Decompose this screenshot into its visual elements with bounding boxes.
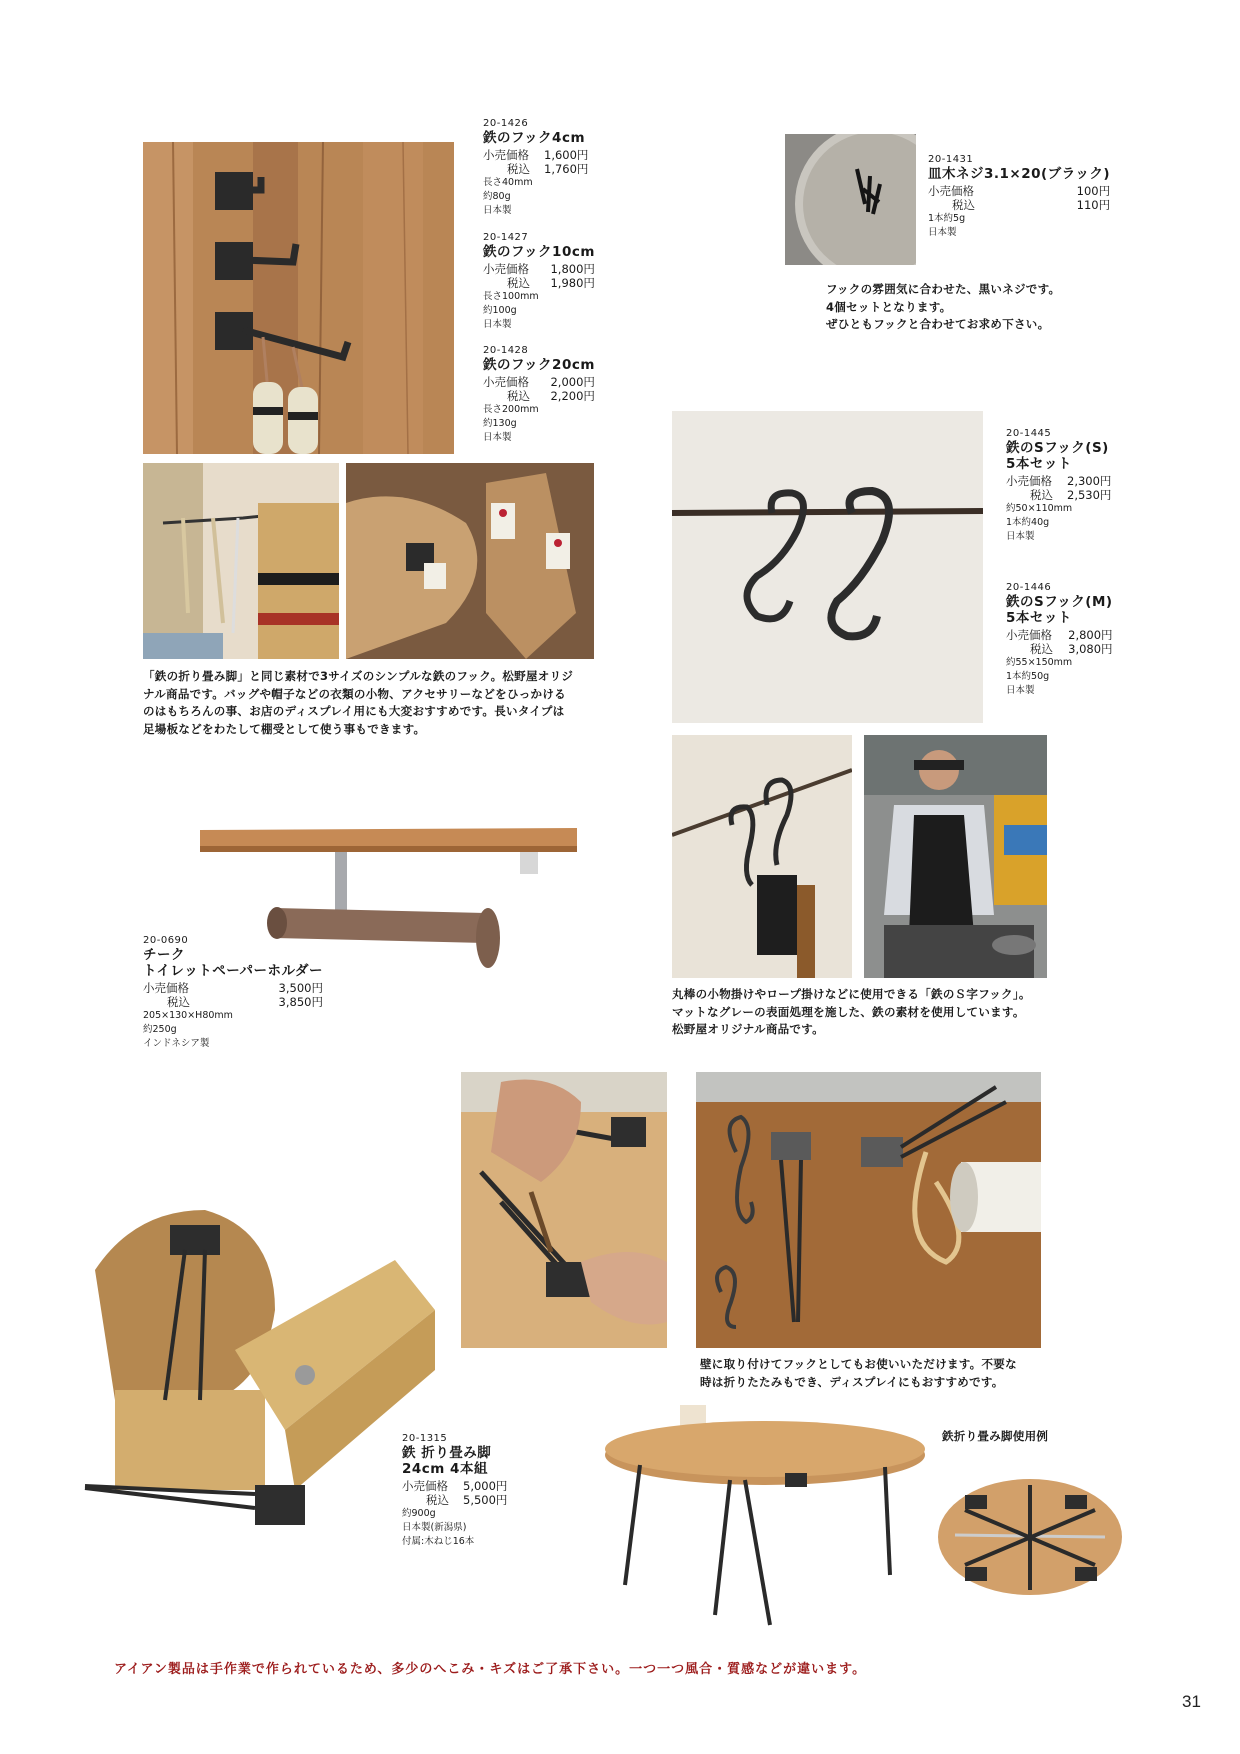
description-line: 足場板などをわたして棚受として使う事もできます。 bbox=[143, 721, 426, 736]
s-hooks-on-rod-photo bbox=[672, 411, 983, 723]
product-code: 20-1445 bbox=[1006, 428, 1052, 439]
tax-price: 5,500円 bbox=[463, 1493, 508, 1507]
table-underside-photo bbox=[935, 1475, 1125, 1600]
retail-price: 2,800円 bbox=[1068, 628, 1113, 642]
spec-weight: 1本約40g bbox=[1006, 517, 1050, 528]
price-table bbox=[928, 184, 1110, 212]
retail-label: 小売価格 bbox=[483, 262, 529, 276]
product-s-hook-small bbox=[1006, 427, 1111, 544]
spec-accessories: 付属:木ねじ16本 bbox=[402, 1536, 475, 1547]
hooks-with-brooms-photo bbox=[143, 463, 339, 659]
retail-label: 小売価格 bbox=[402, 1479, 448, 1493]
price-table bbox=[402, 1479, 507, 1507]
product-toilet-paper-holder bbox=[143, 934, 323, 1051]
spec-weight: 1本約5g bbox=[928, 213, 966, 224]
description-line: ぜひともフックと合わせてお求め下さい。 bbox=[826, 317, 1050, 331]
tax-label: 税込 bbox=[426, 1493, 449, 1507]
spec-size: 205×130×H80mm bbox=[143, 1010, 233, 1021]
spec-length: 長さ40mm bbox=[483, 177, 533, 188]
product-hook-10cm bbox=[483, 231, 595, 332]
spec-weight: 約900g bbox=[402, 1508, 436, 1519]
folding-legs-box-photo bbox=[75, 1170, 435, 1540]
description-line: 松野屋オリジナル商品です。 bbox=[672, 1022, 824, 1036]
product-name: トイレットペーパーホルダー bbox=[143, 963, 323, 979]
tax-label: 税込 bbox=[507, 389, 530, 403]
spec-weight: 約130g bbox=[483, 418, 517, 429]
description-line: 丸棒の小物掛けやロープ掛けなどに使用できる「鉄のＳ字フック」。 bbox=[672, 987, 1031, 1001]
retail-price: 3,500円 bbox=[278, 981, 323, 995]
product-hook-4cm bbox=[483, 117, 588, 218]
tax-price: 2,530円 bbox=[1067, 488, 1112, 502]
tax-price: 2,200円 bbox=[550, 389, 595, 403]
spec-weight: 約80g bbox=[483, 191, 511, 202]
spec-origin: 日本製 bbox=[1006, 685, 1035, 696]
retail-price: 2,300円 bbox=[1067, 474, 1112, 488]
attaching-legs-photo bbox=[461, 1072, 667, 1348]
handmade-notice: アイアン製品は手作業で作られているため、多少のへこみ・キズはご了承下さい。一つ一つ風合・質感などが違います。 bbox=[114, 1662, 867, 1677]
retail-label: 小売価格 bbox=[1006, 474, 1052, 488]
product-set-size: 24cm 4本組 bbox=[402, 1461, 488, 1477]
wall-mounted-legs-photo bbox=[696, 1072, 1041, 1348]
tax-label: 税込 bbox=[1030, 642, 1053, 656]
product-code: 20-1426 bbox=[483, 118, 529, 129]
tax-price: 110円 bbox=[1076, 198, 1111, 212]
spec-size: 約55×150mm bbox=[1006, 657, 1073, 668]
retail-label: 小売価格 bbox=[483, 375, 529, 389]
black-screws-photo bbox=[785, 134, 916, 265]
description-line: 壁に取り付けてフックとしてもお使いいただけます。不要な bbox=[700, 1357, 1017, 1371]
description-line: ナル商品です。バッグや帽子などの衣類の小物、アクセサリーなどをひっかける bbox=[143, 686, 566, 701]
spec-origin: 日本製 bbox=[483, 432, 512, 443]
price-table bbox=[483, 148, 588, 176]
retail-price: 2,000円 bbox=[550, 375, 595, 389]
spec-origin: 日本製 bbox=[1006, 531, 1035, 542]
tax-label: 税込 bbox=[507, 162, 530, 176]
s-hook-description bbox=[672, 986, 1031, 1039]
page-number: 31 bbox=[1182, 1692, 1201, 1711]
retail-price: 1,600円 bbox=[544, 148, 589, 162]
product-code: 20-1446 bbox=[1006, 582, 1052, 593]
tax-label: 税込 bbox=[952, 198, 975, 212]
spec-origin: 日本製 bbox=[483, 205, 512, 216]
price-table bbox=[483, 262, 595, 290]
product-code: 20-1315 bbox=[402, 1433, 448, 1444]
hooks-description bbox=[143, 668, 573, 738]
tax-label: 税込 bbox=[167, 995, 190, 1009]
product-name: 鉄のSフック(S) bbox=[1006, 440, 1109, 456]
product-name: 鉄 折り畳み脚 bbox=[402, 1445, 492, 1461]
spec-weight: 1本約50g bbox=[1006, 671, 1050, 682]
spec-weight: 約100g bbox=[483, 305, 517, 316]
retail-price: 100円 bbox=[1076, 184, 1111, 198]
spec-size: 約50×110mm bbox=[1006, 503, 1073, 514]
spec-origin: 日本製 bbox=[928, 227, 957, 238]
spec-origin: 日本製 bbox=[483, 319, 512, 330]
retail-label: 小売価格 bbox=[143, 981, 189, 995]
description-line: マットなグレーの表面処理を施した、鉄の素材を使用しています。 bbox=[672, 1004, 1025, 1019]
spec-origin: 日本製(新潟県) bbox=[402, 1522, 467, 1533]
retail-label: 小売価格 bbox=[483, 148, 529, 162]
price-table bbox=[483, 375, 595, 403]
product-name: 鉄のフック4cm bbox=[483, 130, 586, 146]
description-line: のはもちろんの事、お店のディスプレイ用にも大変おすすめです。長いタイプは bbox=[143, 704, 565, 718]
product-code: 20-1427 bbox=[483, 232, 529, 243]
product-folding-legs bbox=[402, 1432, 507, 1549]
product-name: 皿木ネジ3.1×20(ブラック) bbox=[928, 166, 1111, 182]
product-name: 鉄のフック10cm bbox=[483, 244, 595, 260]
retail-price: 5,000円 bbox=[463, 1479, 508, 1493]
price-table bbox=[143, 981, 323, 1009]
tax-price: 3,080円 bbox=[1068, 642, 1113, 656]
product-set-size: 5本セット bbox=[1006, 456, 1072, 472]
description-line: 4個セットとなります。 bbox=[826, 299, 952, 314]
price-table bbox=[1006, 474, 1111, 502]
description-line: 時は折りたたみもでき、ディスプレイにもおすすめです。 bbox=[700, 1374, 1004, 1389]
product-set-size: 5本セット bbox=[1006, 610, 1072, 626]
price-table bbox=[1006, 628, 1113, 656]
tax-price: 1,980円 bbox=[550, 276, 595, 290]
retail-label: 小売価格 bbox=[928, 184, 974, 198]
spec-length: 長さ100mm bbox=[483, 291, 539, 302]
product-s-hook-medium bbox=[1006, 581, 1113, 698]
product-screw bbox=[928, 153, 1110, 240]
spec-length: 長さ200mm bbox=[483, 404, 539, 415]
s-hooks-with-bag-photo bbox=[672, 735, 852, 978]
tax-price: 3,850円 bbox=[278, 995, 323, 1009]
product-hook-20cm bbox=[483, 344, 595, 445]
product-code: 20-0690 bbox=[143, 935, 189, 946]
description-line: 「鉄の折り畳み脚」と同じ素材で3サイズのシンプルな鉄のフック。松野屋オリジ bbox=[143, 669, 574, 683]
round-table-photo bbox=[600, 1405, 930, 1630]
product-code: 20-1428 bbox=[483, 345, 529, 356]
description-line: フックの雰囲気に合わせた、黒いネジです。 bbox=[826, 282, 1061, 296]
iron-hooks-photo bbox=[143, 142, 454, 454]
tax-label: 税込 bbox=[1030, 488, 1053, 502]
craftsman-photo bbox=[864, 735, 1047, 978]
tax-label: 税込 bbox=[507, 276, 530, 290]
product-code: 20-1431 bbox=[928, 154, 974, 165]
product-name: 鉄のSフック(M) bbox=[1006, 594, 1113, 610]
retail-label: 小売価格 bbox=[1006, 628, 1052, 642]
usage-example-label: 鉄折り畳み脚使用例 bbox=[942, 1429, 1049, 1443]
packaged-hooks-photo bbox=[346, 463, 594, 659]
tax-price: 1,760円 bbox=[544, 162, 589, 176]
wall-mount-description bbox=[700, 1356, 1017, 1391]
product-name: 鉄のフック20cm bbox=[483, 357, 595, 373]
spec-weight: 約250g bbox=[143, 1024, 177, 1035]
screw-description bbox=[826, 281, 1060, 334]
retail-price: 1,800円 bbox=[550, 262, 595, 276]
spec-origin: インドネシア製 bbox=[143, 1038, 210, 1049]
product-material: チーク bbox=[143, 947, 185, 963]
